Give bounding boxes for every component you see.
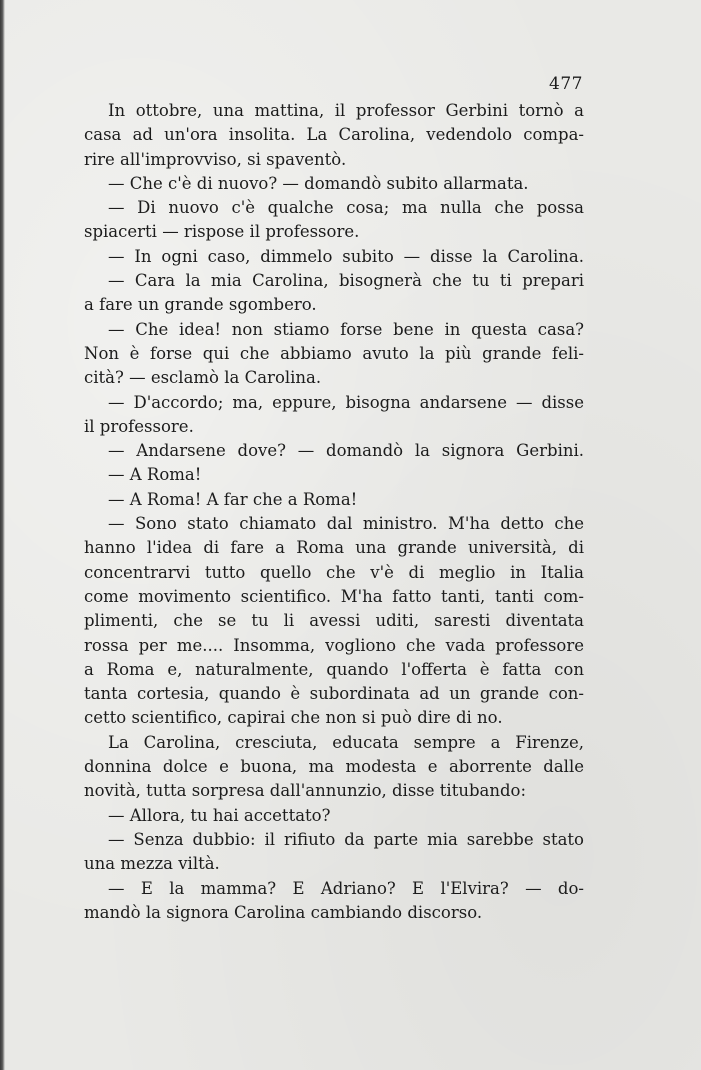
text-line: — Che idea! non stiamo forse bene in questa casa? — [108, 319, 584, 339]
text-line: donnina dolce e buona, ma modesta e aborrente dalle — [84, 757, 584, 777]
text-line: In ottobre, una mattina, il professor Gerbini tornò a — [108, 101, 584, 120]
text-line: a Roma e, naturalmente, quando l'offerta è fatta con — [84, 659, 584, 679]
text-line: — Che c'è di nuovo? — domandò subito allarmata. — [108, 173, 529, 193]
body-text — [84, 99, 584, 925]
text-line: plimenti, che se tu li avessi uditi, saresti diventata — [84, 611, 584, 631]
text-line: — Allora, tu hai accettato? — [108, 805, 331, 825]
text-line: casa ad un'ora insolita. La Carolina, vedendolo compa- — [84, 125, 584, 145]
text-line: — A Roma! — [108, 465, 202, 485]
text-line: a fare un grande sgombero. — [84, 295, 317, 315]
text-line: — Di nuovo c'è qualche cosa; ma nulla che possa — [108, 198, 584, 218]
page-number: 477 — [549, 74, 583, 94]
text-line: — Senza dubbio: il rifiuto da parte mia sarebbe stato — [108, 829, 584, 849]
text-line: concentrarvi tutto quello che v'è di meglio in Italia — [84, 562, 584, 582]
text-line: spiacerti — rispose il professore. — [84, 222, 360, 242]
text-line: novità, tutta sorpresa dall'annunzio, disse titubando: — [84, 781, 527, 801]
text-line: — A Roma! A far che a Roma! — [108, 489, 358, 509]
text-line: come movimento scientifico. M'ha fatto tanti, tanti com- — [84, 586, 584, 606]
text-line: — Cara la mia Carolina, bisognerà che tu ti prepari — [108, 271, 584, 291]
text-line: rire all'improvviso, si spaventò. — [84, 149, 347, 169]
text-line: tanta cortesia, quando è subordinata ad un grande con- — [84, 684, 584, 704]
text-line: cetto scientifico, capirai che non si può dire di no. — [84, 708, 503, 728]
text-line: rossa per me.... Insomma, vogliono che vada professore — [84, 635, 584, 655]
text-line: Non è forse qui che abbiamo avuto la più grande feli- — [84, 343, 584, 363]
text-line: — In ogni caso, dimmelo subito — disse la Carolina. — [108, 246, 584, 266]
text-line: — Sono stato chiamato dal ministro. M'ha detto che — [108, 514, 584, 534]
text-line: — Andarsene dove? — domandò la signora Gerbini. — [108, 441, 584, 461]
text-line: — D'accordo; ma, eppure, bisogna andarsene — disse — [108, 392, 584, 412]
binding-edge — [0, 0, 5, 1070]
text-line: il professore. — [84, 416, 194, 436]
text-line: — E la mamma? E Adriano? E l'Elvira? — do- — [108, 878, 584, 898]
text-line: cità? — esclamò la Carolina. — [84, 368, 322, 388]
text-line: La Carolina, cresciuta, educata sempre a Firenze, — [108, 732, 584, 752]
text-line: mandò la signora Carolina cambiando discorso. — [84, 902, 483, 922]
text-line: una mezza viltà. — [84, 854, 220, 874]
text-line: hanno l'idea di fare a Roma una grande università, di — [84, 538, 584, 558]
